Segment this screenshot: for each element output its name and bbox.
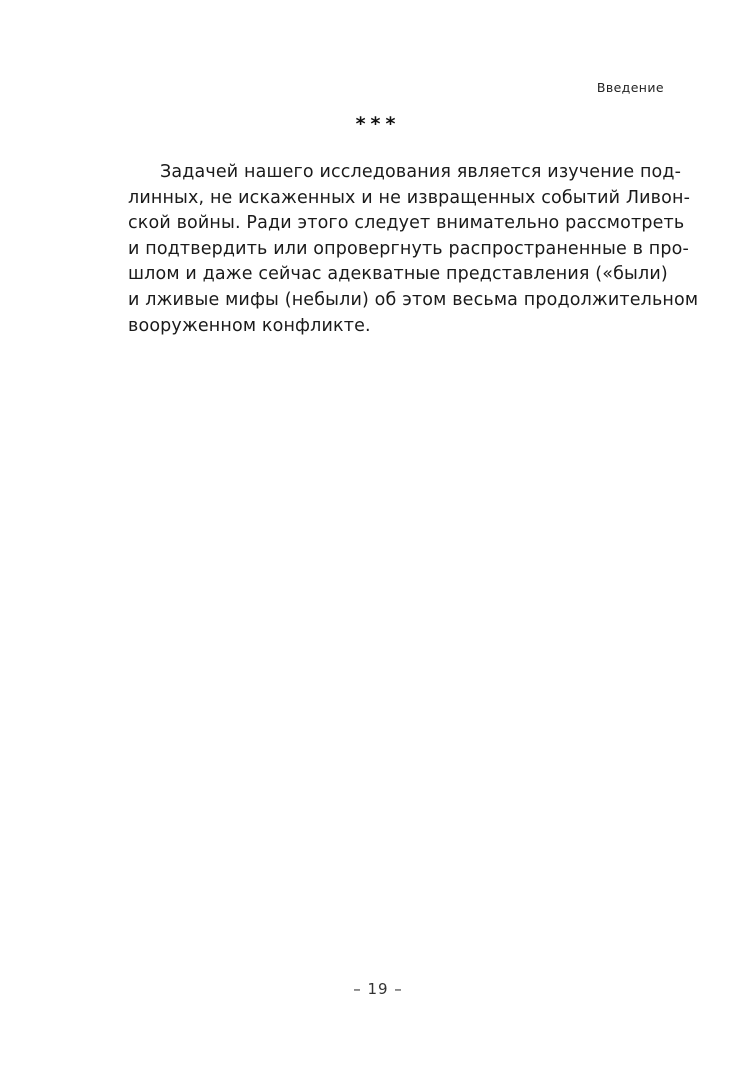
section-separator: ***	[355, 113, 401, 135]
paragraph-line: линных, не искаженных и не извращенных событий Ливон-	[128, 187, 691, 208]
paragraph-line: Задачей нашего исследования является изучение под-	[160, 162, 682, 182]
running-head: Введение	[596, 80, 664, 95]
paragraph-line: шлом и даже сейчас адекватные представления («были)	[128, 264, 668, 285]
paragraph-line: и лживые мифы (небыли) об этом весьма продолжительном	[128, 289, 699, 310]
paragraph-line: и подтвердить или опровергнуть распространенные в про-	[128, 238, 689, 259]
paragraph-line: вооруженном конфликте.	[128, 315, 371, 336]
paragraph-line: ской войны. Ради этого следует внимательно рассмотреть	[128, 213, 685, 234]
page-number: – 19 –	[353, 980, 403, 998]
body-paragraph	[128, 160, 699, 339]
